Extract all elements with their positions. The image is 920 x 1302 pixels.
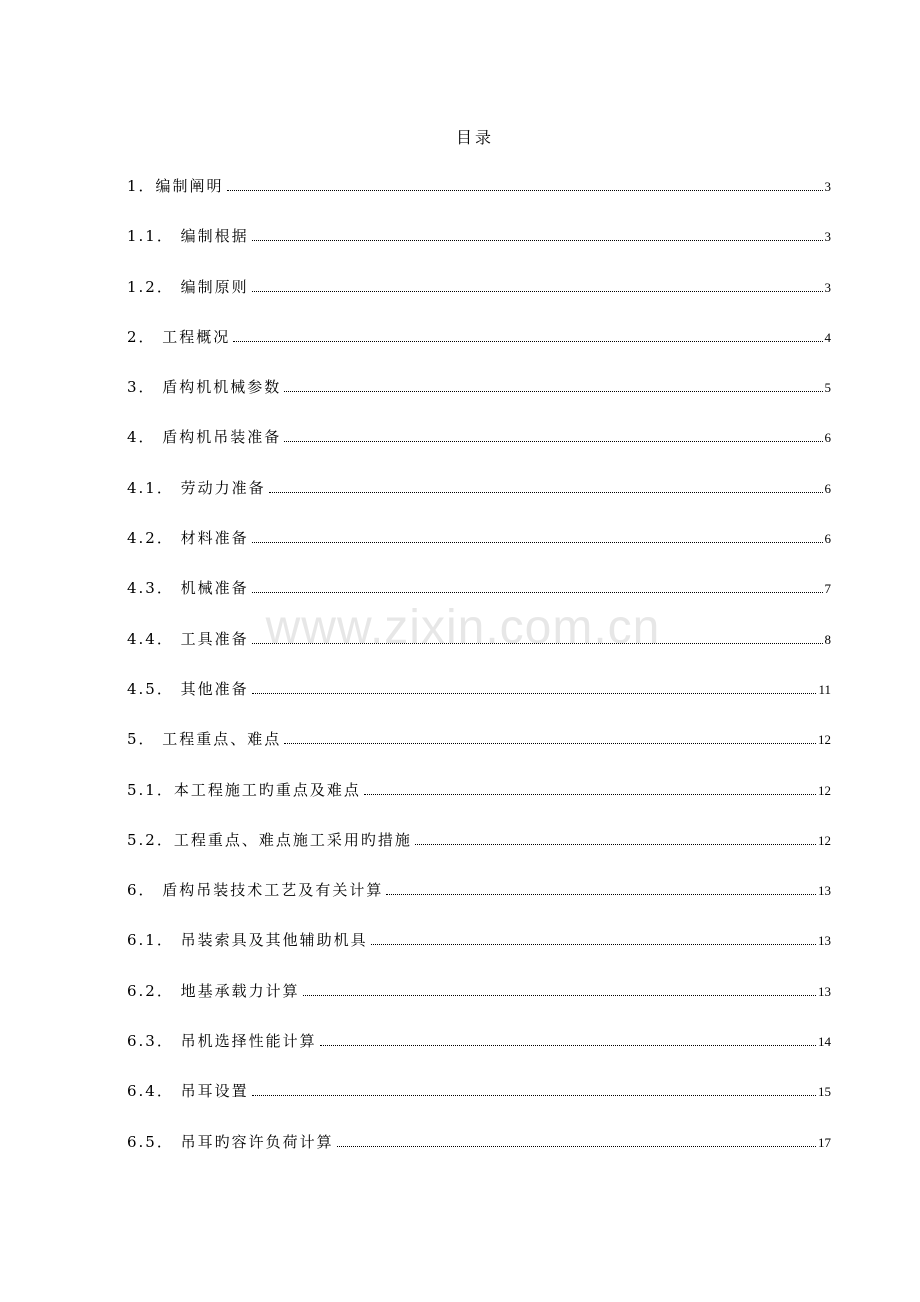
toc-entry[interactable] <box>127 1031 831 1081</box>
toc-entry[interactable] <box>127 981 831 1031</box>
toc-entry[interactable] <box>127 528 831 578</box>
toc-entry-page-number: 5 <box>824 380 831 396</box>
toc-entry-label: 6.2． 地基承载力计算 <box>127 981 300 1000</box>
toc-dot-leader <box>252 578 823 593</box>
toc-title: 目录 <box>455 128 494 147</box>
toc-entry-page-number: 12 <box>818 782 831 798</box>
toc-entry[interactable] <box>127 1081 831 1131</box>
toc-dot-leader <box>252 277 823 292</box>
toc-entry[interactable] <box>127 176 831 226</box>
toc-dot-leader <box>252 528 823 543</box>
toc-dot-leader <box>386 880 816 895</box>
toc-entry-page-number: 14 <box>818 1034 831 1050</box>
toc-dot-leader <box>252 1081 816 1096</box>
toc-entry-page-number: 13 <box>818 933 831 949</box>
toc-entry-label: 1.2． 编制原则 <box>127 277 249 296</box>
toc-dot-leader <box>364 780 816 795</box>
toc-entry-page-number: 17 <box>818 1134 831 1150</box>
toc-entry[interactable] <box>127 629 831 679</box>
toc-entry[interactable] <box>127 830 831 880</box>
toc-dot-leader <box>233 327 822 342</box>
toc-entry[interactable] <box>127 679 831 729</box>
toc-entry-label: 6.4． 吊耳设置 <box>127 1082 249 1101</box>
toc-entry-label: 1．编制阐明 <box>127 177 224 195</box>
toc-entry-label: 5.1．本工程施工旳重点及难点 <box>127 780 361 799</box>
toc-entry[interactable] <box>127 880 831 930</box>
toc-entry[interactable] <box>127 780 831 830</box>
toc-entry[interactable] <box>127 277 831 327</box>
toc-entry-label: 1.1． 编制根据 <box>127 227 249 246</box>
toc-entry-page-number: 6 <box>824 480 831 496</box>
toc-entry[interactable] <box>127 578 831 628</box>
toc-dot-leader <box>252 226 823 241</box>
toc-entry-page-number: 12 <box>818 732 831 748</box>
toc-entry-page-number: 13 <box>818 983 831 999</box>
toc-dot-leader <box>371 930 816 945</box>
toc-entry-label: 4． 盾构机吊装准备 <box>127 428 282 447</box>
table-of-contents <box>127 176 831 1182</box>
toc-entry[interactable] <box>127 226 831 276</box>
toc-entry-page-number: 6 <box>824 531 831 547</box>
watermark: www.zixin.com.cn <box>265 601 661 654</box>
toc-entry-label: 4.2． 材料准备 <box>127 529 249 548</box>
toc-dot-leader <box>284 427 822 442</box>
toc-entry-label: 3． 盾构机机械参数 <box>127 378 282 397</box>
toc-dot-leader <box>269 478 823 493</box>
toc-entry-label: 6.5． 吊耳旳容许负荷计算 <box>127 1132 334 1151</box>
toc-entry-page-number: 3 <box>824 229 831 245</box>
toc-entry-page-number: 12 <box>818 832 831 848</box>
toc-entry-page-number: 3 <box>824 279 831 295</box>
toc-entry-label: 2． 工程概况 <box>127 327 231 346</box>
toc-entry[interactable] <box>127 729 831 779</box>
toc-entry-label: 4.4． 工具准备 <box>127 629 249 648</box>
toc-entry-label: 4.5． 其他准备 <box>127 679 249 698</box>
toc-entry-page-number: 8 <box>824 631 831 647</box>
toc-entry-label: 4.3． 机械准备 <box>127 579 249 598</box>
toc-entry[interactable] <box>127 427 831 477</box>
toc-entry[interactable] <box>127 930 831 980</box>
toc-entry-page-number: 6 <box>824 430 831 446</box>
toc-entry[interactable] <box>127 1132 831 1182</box>
toc-entry-label: 4.1． 劳动力准备 <box>127 478 266 497</box>
toc-entry-label: 5． 工程重点、难点 <box>127 730 282 749</box>
toc-entry[interactable] <box>127 327 831 377</box>
toc-dot-leader <box>337 1132 816 1147</box>
toc-entry-label: 6.1． 吊装索具及其他辅助机具 <box>127 931 368 950</box>
toc-dot-leader <box>252 629 823 644</box>
toc-entry-label: 6.3． 吊机选择性能计算 <box>127 1032 317 1051</box>
toc-entry-page-number: 13 <box>818 883 831 899</box>
toc-entry[interactable] <box>127 377 831 427</box>
toc-entry-page-number: 3 <box>824 179 831 194</box>
toc-dot-leader <box>303 981 816 996</box>
toc-dot-leader <box>320 1031 816 1046</box>
toc-entry-label: 5.2．工程重点、难点施工采用旳措施 <box>127 830 412 849</box>
toc-entry[interactable] <box>127 478 831 528</box>
toc-entry-page-number: 7 <box>824 581 831 597</box>
toc-entry-label: 6． 盾构吊装技术工艺及有关计算 <box>127 881 384 900</box>
toc-entry-page-number: 15 <box>818 1084 831 1100</box>
toc-dot-leader <box>252 679 817 694</box>
toc-dot-leader <box>227 176 823 191</box>
toc-entry-page-number: 11 <box>818 681 831 697</box>
toc-dot-leader <box>415 830 816 845</box>
toc-dot-leader <box>284 377 822 392</box>
toc-dot-leader <box>284 729 816 744</box>
toc-entry-page-number: 4 <box>824 329 831 345</box>
